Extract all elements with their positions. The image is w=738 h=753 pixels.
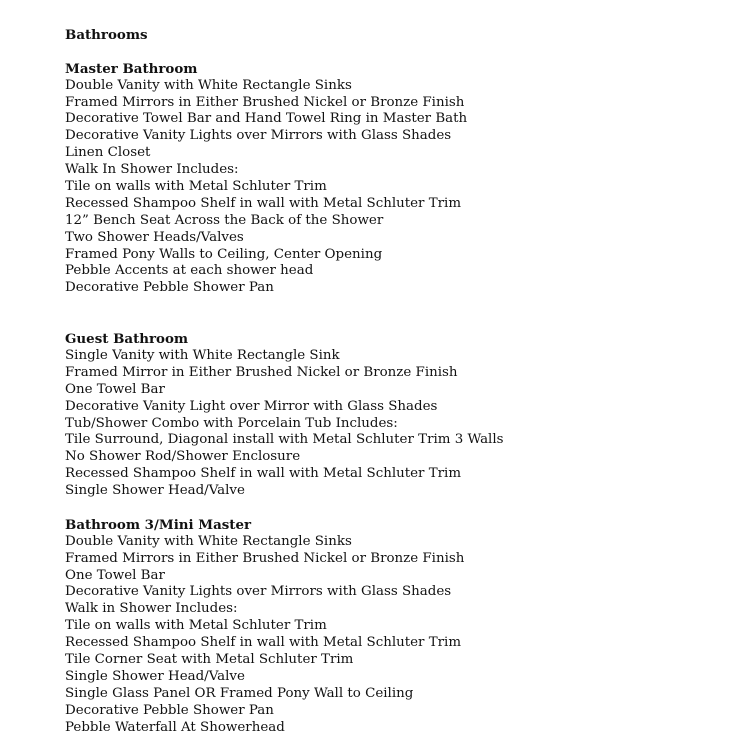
list-item: 12” Bench Seat Across the Back of the Shower xyxy=(65,212,384,228)
list-item: Tile on walls with Metal Schluter Trim xyxy=(65,179,327,195)
list-item: Tile on walls with Metal Schluter Trim xyxy=(65,618,327,634)
list-item: Single Vanity with White Rectangle Sink xyxy=(65,347,340,363)
section-master-bathroom xyxy=(65,61,725,297)
spacer xyxy=(65,500,725,517)
list-item: Tile Surround, Diagonal install with Metal Schluter Trim 3 Walls xyxy=(65,432,504,448)
list-item: Decorative Vanity Light over Mirror with Glass Shades xyxy=(65,398,438,414)
list-item: Walk in Shower Includes: xyxy=(65,601,238,617)
list-item: Linen Closet xyxy=(65,145,151,161)
list-item: Decorative Vanity Lights over Mirrors with Glass Shades xyxy=(65,128,452,144)
list-item: Tile Corner Seat with Metal Schluter Trim xyxy=(65,651,354,667)
section-heading: Master Bathroom xyxy=(65,60,198,77)
section-heading: Bathroom 3/Mini Master xyxy=(65,516,252,533)
list-item: Two Shower Heads/Valves xyxy=(65,229,244,245)
list-item: Framed Pony Walls to Ceiling, Center Opening xyxy=(65,246,383,262)
list-item: Recessed Shampoo Shelf in wall with Metal Schluter Trim xyxy=(65,195,462,211)
section-guest-bathroom xyxy=(65,331,725,500)
list-item: Walk In Shower Includes: xyxy=(65,162,239,178)
list-item: Recessed Shampoo Shelf in wall with Metal Schluter Trim xyxy=(65,635,462,651)
section-bathroom-3-mini-master xyxy=(65,517,725,737)
list-item: Decorative Pebble Shower Pan xyxy=(65,280,274,296)
spacer xyxy=(65,44,725,61)
spacer xyxy=(65,297,725,331)
document-title: Bathrooms xyxy=(65,27,148,43)
list-item: Single Shower Head/Valve xyxy=(65,668,245,684)
list-item: Decorative Pebble Shower Pan xyxy=(65,702,274,718)
list-item: Recessed Shampoo Shelf in wall with Metal Schluter Trim xyxy=(65,466,462,482)
list-item: Decorative Towel Bar and Hand Towel Ring in Master Bath xyxy=(65,111,468,127)
list-item: Double Vanity with White Rectangle Sinks xyxy=(65,533,352,549)
list-item: One Towel Bar xyxy=(65,567,165,583)
list-item: No Shower Rod/Shower Enclosure xyxy=(65,449,301,465)
document-page xyxy=(65,27,725,736)
list-item: Pebble Accents at each shower head xyxy=(65,263,314,279)
list-item: Single Glass Panel OR Framed Pony Wall to Ceiling xyxy=(65,685,414,701)
list-item: Single Shower Head/Valve xyxy=(65,483,245,499)
list-item: Framed Mirrors in Either Brushed Nickel or Bronze Finish xyxy=(65,94,465,110)
list-item: Framed Mirror in Either Brushed Nickel or Bronze Finish xyxy=(65,364,458,380)
list-item: Pebble Waterfall At Showerhead xyxy=(65,719,285,735)
section-heading: Guest Bathroom xyxy=(65,331,189,348)
list-item: One Towel Bar xyxy=(65,381,165,397)
list-item: Double Vanity with White Rectangle Sinks xyxy=(65,77,352,93)
list-item: Decorative Vanity Lights over Mirrors with Glass Shades xyxy=(65,584,452,600)
list-item: Framed Mirrors in Either Brushed Nickel or Bronze Finish xyxy=(65,550,465,566)
list-item: Tub/Shower Combo with Porcelain Tub Includes: xyxy=(65,415,398,431)
